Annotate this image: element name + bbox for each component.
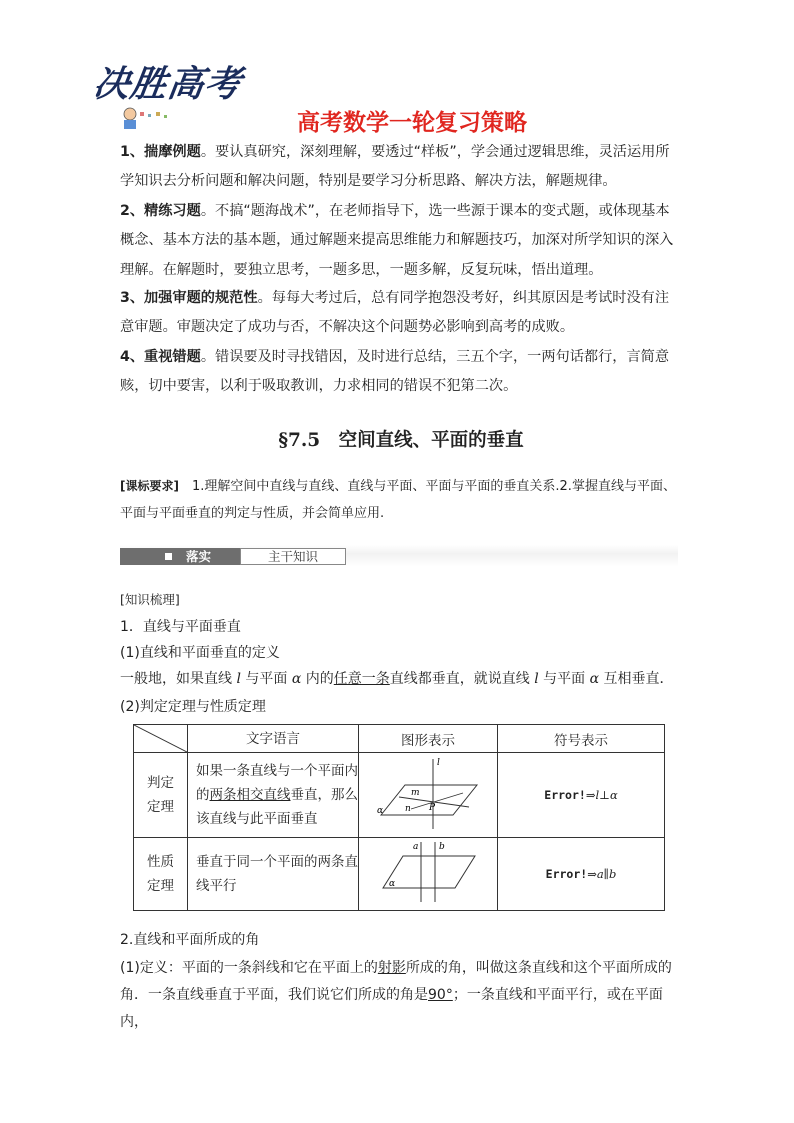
def-underlined: 90°: [428, 987, 453, 1003]
text: 垂直，那么该直线与此平面垂直: [196, 787, 358, 827]
def-text: 一般地，如果直线: [120, 671, 237, 687]
row-label-text: 判定定理: [147, 775, 174, 815]
fig-label: P: [429, 803, 436, 813]
symbol-error: Error!: [545, 867, 588, 881]
row-label: [134, 753, 188, 838]
strategy-3-body: 。每每大考过后，总有同学抱怨没考好，纠其原因是考试时没有注意审题。审题决定了成功与否，不解决这个问题势必影响到高考的成败。: [120, 290, 670, 336]
symbol-error: Error!: [544, 788, 586, 802]
underlined-text: 直线: [263, 787, 291, 803]
underlined-text: 两条: [209, 787, 237, 803]
strategy-2-body: 。不搞“题海战术”，在老师指导下，选一些源于课本的变式题，或体现基本概念、基本方法的基本题，通过解题来提高思维能力和解题技巧，加深对所学知识的深入理解。在解题时，要独立思考，一题多思，一题多解，反复玩味，悟出道理。: [120, 203, 674, 278]
parallel-lines-figure: [359, 838, 497, 906]
requirement-tag: [课标要求]: [120, 479, 179, 493]
fig-label: b: [439, 842, 445, 852]
s1-sub2: (2)判定定理与性质定理: [120, 699, 266, 715]
strategy-1: [120, 138, 680, 197]
fig-label: l: [437, 758, 440, 768]
fig-label: α: [377, 806, 384, 816]
fig-label: n: [405, 804, 411, 814]
def-text: 与平面: [240, 671, 292, 687]
diagonal-line-icon: [134, 725, 187, 752]
s2-definition: [120, 955, 678, 1036]
s1-definition: [120, 669, 674, 689]
s2-heading: 2.直线和平面所成的角: [120, 932, 260, 948]
strategy-4-body: 。错误要及时寻找错因，及时进行总结，三五个字，一两句话都行，言简意赅，切中要害，以利于吸取教训，力求相同的错误不犯第二次。: [120, 349, 670, 395]
logo: 决胜高考: [90, 63, 245, 105]
page-title: 高考数学一轮复习策略: [297, 110, 527, 136]
symbol-text: ⇒l⊥α: [585, 788, 618, 802]
theorem-table: [133, 724, 665, 911]
row-text: 垂直于同一个平面的两条直线平行: [188, 838, 359, 911]
square-icon: [165, 553, 172, 560]
section-bar-dark: [120, 548, 240, 565]
strategy-4: [120, 343, 680, 402]
row-text: [188, 753, 359, 838]
underlined-text: 相交: [236, 787, 264, 803]
row-symbol: [498, 753, 665, 838]
fig-label: m: [411, 788, 420, 798]
curriculum-requirement: [120, 473, 682, 527]
strategy-2-head: 2、精练习题: [120, 203, 201, 219]
row-symbol: [498, 838, 665, 911]
def-underlined: 射影: [377, 960, 406, 976]
strategy-1-head: 1、揣摩例题: [120, 144, 201, 160]
strategy-1-body: 。要认真研究，深刻理解，要透过“样板”，学会通过逻辑思维，灵活运用所学知识去分析问题和解决问题，特别是要学习分析思路、解决方法，解题规律。: [120, 144, 670, 190]
knowledge-tag: [知识梳理]: [120, 592, 180, 607]
def-l: l: [534, 671, 539, 687]
def-alpha: α: [291, 671, 302, 687]
def-text: 互相垂直．: [599, 671, 674, 687]
table-corner: [134, 725, 188, 753]
table-row: [134, 838, 665, 911]
symbol-text: ⇒a∥b: [587, 867, 617, 881]
row-figure: [359, 838, 498, 911]
def-text: 与平面: [538, 671, 590, 687]
row-label: [134, 838, 188, 911]
text: 如果一条直线与一个平面内的: [196, 763, 358, 803]
strategy-3: [120, 284, 680, 343]
fig-label: α: [389, 879, 396, 889]
table-header: 文字语言: [188, 725, 359, 753]
def-text: ；一条直线和平面平行，或在平面内，: [120, 987, 663, 1030]
bar-dark-label: 落实: [186, 549, 212, 564]
section-title: §7.5 空间直线、平面的垂直: [278, 430, 524, 451]
def-text: 直线都垂直，就说直线: [389, 671, 535, 687]
def-l: l: [236, 671, 241, 687]
strategy-4-head: 4、重视错题: [120, 349, 201, 365]
def-underlined: 任意一条: [333, 671, 390, 687]
def-alpha: α: [589, 671, 600, 687]
fig-label: a: [413, 842, 419, 852]
s1-heading: 1．直线与平面垂直: [120, 619, 241, 635]
table-header: 图形表示: [359, 725, 498, 753]
strategy-3-head: 3、加强审题的规范性: [120, 290, 258, 306]
row-label-text: 性质定理: [147, 854, 174, 894]
def-text: 所成的角，叫做这条直线和这个平面所成的角．一条直线垂直于平面，我们说它们所成的角是: [120, 960, 672, 1003]
table-row: [134, 753, 665, 838]
section-bar-label: 主干知识: [240, 548, 346, 565]
table-header: 符号表示: [498, 725, 665, 753]
def-text: (1)定义：平面的一条斜线和它在平面上的: [120, 960, 378, 976]
table-header-row: [134, 725, 665, 753]
strategy-2: [120, 197, 680, 285]
line-perpendicular-plane-figure: [359, 753, 497, 833]
def-text: 内的: [301, 671, 334, 687]
requirement-text: 1.理解空间中直线与直线、直线与平面、平面与平面的垂直关系.2.掌握直线与平面、平面与平面垂直的判定与性质，并会简单应用.: [120, 479, 676, 521]
row-figure: [359, 753, 498, 838]
s1-sub1: (1)直线和平面垂直的定义: [120, 645, 280, 661]
